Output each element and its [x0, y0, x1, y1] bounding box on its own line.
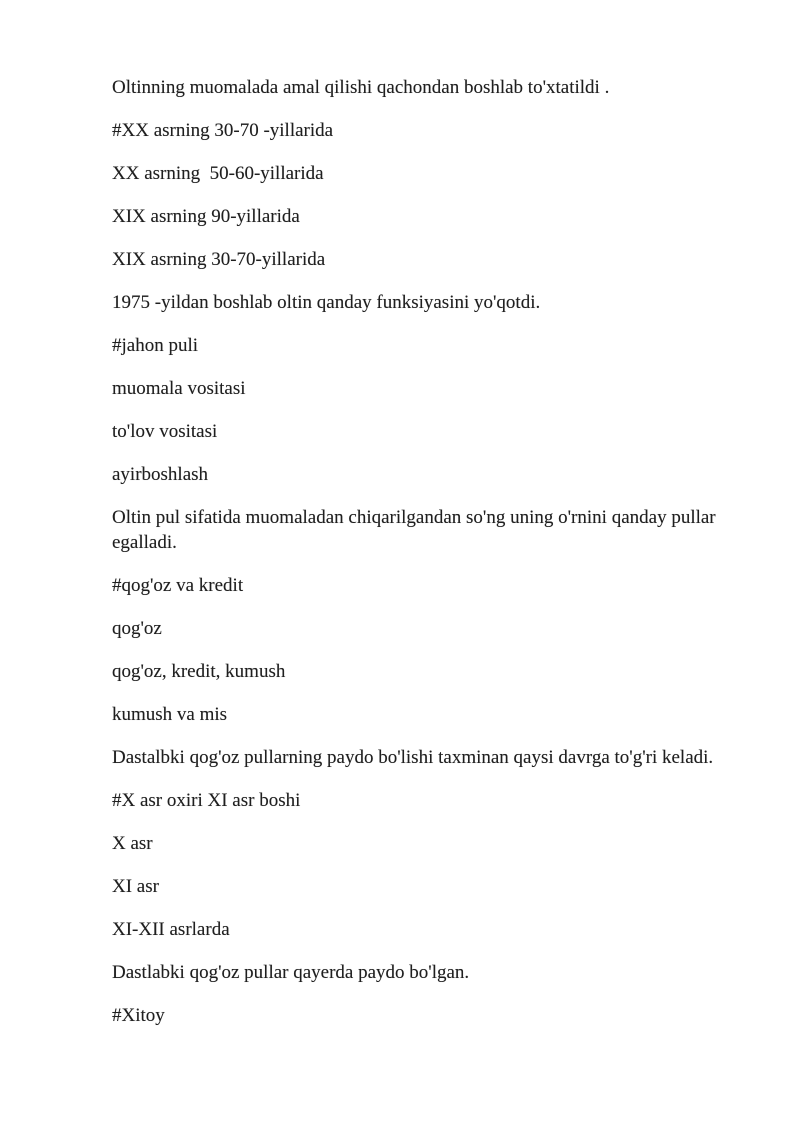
- question-text: Dastalbki qog'oz pullarning paydo bo'lishi taxminan qaysi davrga to'g'ri keladi.: [112, 747, 714, 768]
- answer-option: ayirboshlash: [112, 464, 209, 485]
- answer-option: X asr: [112, 833, 153, 854]
- answer-option: XI asr: [112, 876, 159, 897]
- answer-option: to'lov vositasi: [112, 421, 218, 442]
- answer-option: #X asr oxiri XI asr boshi: [112, 790, 301, 811]
- answer-option: XIX asrning 90-yillarida: [112, 206, 300, 227]
- answer-option: kumush va mis: [112, 704, 228, 725]
- answer-option: #jahon puli: [112, 335, 199, 356]
- question-text: Dastlabki qog'oz pullar qayerda paydo bo'lgan.: [112, 962, 470, 983]
- question-text: Oltin pul sifatida muomaladan chiqarilgandan so'ng uning o'rnini qanday pullar egalladi.: [112, 507, 721, 553]
- answer-option: XX asrning 50-60-yillarida: [112, 163, 324, 184]
- answer-option: qog'oz, kredit, kumush: [112, 661, 286, 682]
- answer-option: qog'oz: [112, 618, 162, 639]
- question-text: Oltinning muomalada amal qilishi qachondan boshlab to'xtatildi .: [112, 77, 610, 98]
- answer-option: XI-XII asrlarda: [112, 919, 230, 940]
- answer-option: XIX asrning 30-70-yillarida: [112, 249, 326, 270]
- answer-option: #qog'oz va kredit: [112, 575, 244, 596]
- question-text: 1975 -yildan boshlab oltin qanday funksiyasini yo'qotdi.: [112, 292, 541, 313]
- answer-option: muomala vositasi: [112, 378, 246, 399]
- answer-option: #Xitoy: [112, 1005, 165, 1026]
- answer-option: #XX asrning 30-70 -yillarida: [112, 120, 334, 141]
